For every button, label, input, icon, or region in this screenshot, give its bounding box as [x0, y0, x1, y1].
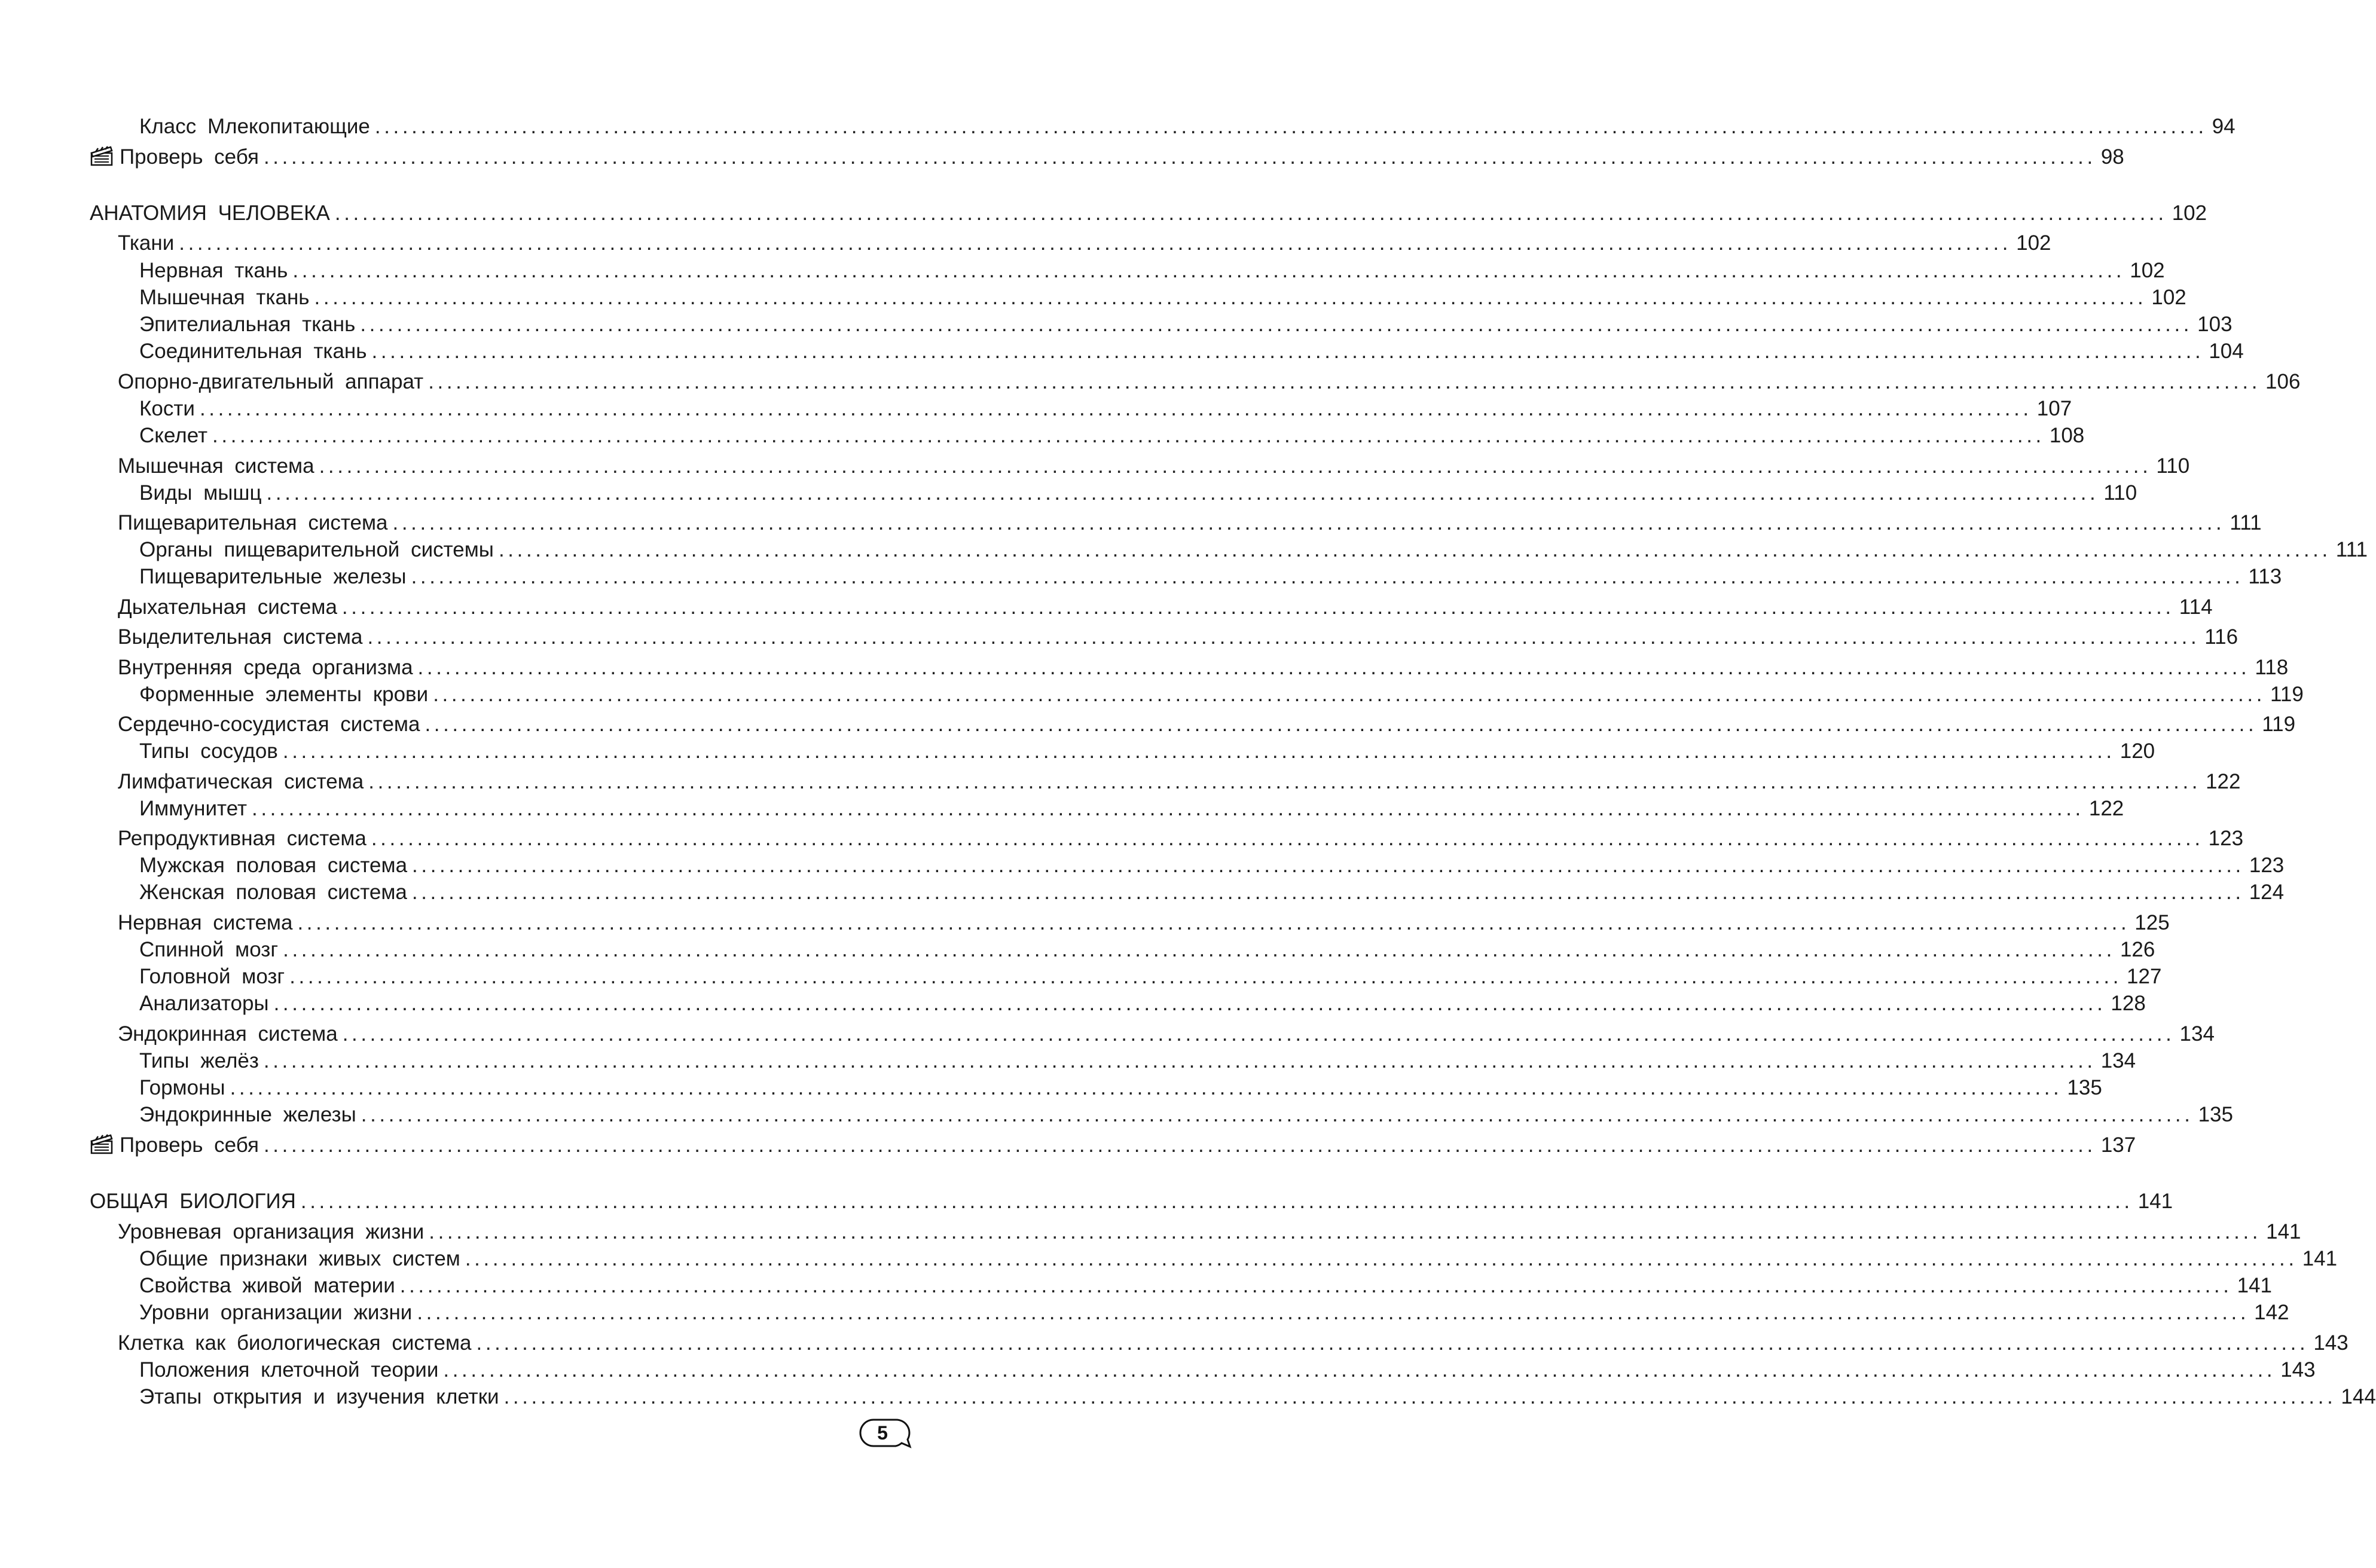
toc-entry	[139, 879, 2285, 906]
toc-entry-page: 113	[2248, 565, 2282, 588]
clapperboard-icon	[90, 1134, 114, 1154]
toc-entry	[139, 537, 2368, 563]
dot-leader: ........................................................................................................................................................................................................	[263, 1049, 2096, 1072]
toc-entry-page: 124	[2249, 881, 2285, 904]
toc-entry	[118, 1330, 2348, 1356]
dot-leader: ........................................................................................................................................................................................................	[341, 595, 2175, 619]
toc-entry	[139, 396, 2072, 422]
toc-entry-page: 141	[2137, 1190, 2173, 1213]
toc-entry	[139, 311, 2233, 338]
toc-entry-title: Форменные элементы крови	[139, 683, 429, 706]
toc-entry	[90, 143, 2124, 170]
toc-entry-title: Женская половая система	[139, 881, 407, 904]
dot-leader: ........................................................................................................................................................................................................	[292, 259, 2125, 282]
toc-entry	[118, 769, 2241, 795]
dot-leader: ........................................................................................................................................................................................................	[368, 770, 2201, 793]
clapperboard-icon	[90, 146, 114, 166]
toc-entry	[139, 1300, 2289, 1326]
toc-entry-title: Мужская половая система	[139, 854, 408, 877]
toc-entry	[118, 230, 2051, 256]
toc-entry-page: 102	[2172, 201, 2207, 225]
toc-entry-title: Пищеварительные железы	[139, 565, 407, 588]
toc-entry-page: 127	[2127, 965, 2162, 988]
toc-entry-page: 122	[2088, 797, 2124, 820]
dot-leader: ........................................................................................................................................................................................................	[465, 1247, 2298, 1270]
toc-entry-page: 104	[2209, 340, 2244, 363]
toc-entry-title: Сердечно-сосудистая система	[118, 713, 420, 736]
toc-entry-page: 108	[2049, 424, 2085, 447]
toc-entry-page: 102	[2130, 259, 2165, 282]
toc-entry	[118, 369, 2301, 395]
dot-leader: ........................................................................................................................................................................................................	[424, 713, 2258, 736]
dot-leader: ........................................................................................................................................................................................................	[498, 538, 2331, 561]
toc-entry-title: Эндокринные железы	[139, 1103, 356, 1126]
toc-entry	[139, 285, 2186, 311]
dot-leader: ........................................................................................................................................................................................................	[374, 115, 2207, 138]
toc-entry	[90, 200, 2207, 227]
toc-entry	[118, 826, 2244, 852]
toc-entry	[139, 1102, 2233, 1128]
toc-entry	[139, 796, 2124, 822]
toc-entry-page: 134	[2179, 1022, 2215, 1046]
toc-entry	[139, 937, 2155, 963]
dot-leader: ........................................................................................................................................................................................................	[503, 1385, 2337, 1408]
toc-entry	[118, 655, 2289, 681]
dot-leader: ........................................................................................................................................................................................................	[433, 683, 2266, 706]
toc-entry	[118, 910, 2170, 936]
toc-entry-title: Этапы открытия и изучения клетки	[139, 1385, 499, 1408]
toc-entry-title: Нервная ткань	[139, 259, 288, 282]
toc-entry-title: Мышечная ткань	[139, 286, 310, 309]
dot-leader: ........................................................................................................................................................................................................	[179, 231, 2012, 255]
toc-entry	[118, 624, 2238, 650]
toc-entry	[139, 480, 2137, 506]
dot-leader: ........................................................................................................................................................................................................	[360, 313, 2193, 336]
toc-entry-page: 103	[2197, 313, 2233, 336]
dot-leader: ........................................................................................................................................................................................................	[300, 1190, 2133, 1213]
dot-leader: ........................................................................................................................................................................................................	[212, 424, 2045, 447]
toc-entry-page: 119	[2262, 713, 2296, 736]
toc-entry-title: Виды мышц	[139, 481, 262, 505]
toc-entry-page: 120	[2120, 739, 2155, 763]
toc-entry-page: 137	[2100, 1133, 2136, 1157]
toc-entry-title: Свойства живой материи	[139, 1274, 395, 1297]
dot-leader: ........................................................................................................................................................................................................	[428, 370, 2261, 393]
dot-leader: ........................................................................................................................................................................................................	[282, 739, 2115, 763]
toc-entry	[139, 852, 2285, 879]
dot-leader: ........................................................................................................................................................................................................	[263, 1133, 2096, 1157]
toc-entry	[139, 423, 2085, 449]
toc-entry	[90, 1188, 2173, 1215]
toc-entry	[139, 1075, 2102, 1101]
toc-entry-title: Гормоны	[139, 1076, 225, 1099]
toc-entry-page: 114	[2179, 595, 2213, 619]
dot-leader: ........................................................................................................................................................................................................	[199, 397, 2032, 420]
toc-entry-page: 122	[2206, 770, 2241, 793]
toc-entry-page: 116	[2204, 625, 2238, 649]
toc-entry-page: 141	[2302, 1247, 2338, 1270]
page-number: 5	[877, 1422, 888, 1444]
toc-entry-title: Общие признаки живых систем	[139, 1247, 460, 1270]
dot-leader: ........................................................................................................................................................................................................	[417, 656, 2250, 679]
toc-entry-title: Эндокринная система	[118, 1022, 338, 1046]
toc-entry-title: Положения клеточной теории	[139, 1358, 439, 1381]
toc-entry	[118, 453, 2190, 479]
dot-leader: ........................................................................................................................................................................................................	[412, 854, 2244, 877]
dot-leader: ........................................................................................................................................................................................................	[314, 286, 2147, 309]
toc-entry-title: ОБЩАЯ БИОЛОГИЯ	[90, 1190, 296, 1213]
page-number-badge	[859, 1418, 912, 1451]
toc-entry-title: Класс Млекопитающие	[139, 115, 370, 138]
dot-leader: ........................................................................................................................................................................................................	[342, 1022, 2175, 1046]
toc-entry-page: 141	[2266, 1220, 2301, 1243]
toc-entry-title: Эпителиальная ткань	[139, 313, 356, 336]
toc-entry-title: Типы желёз	[139, 1049, 259, 1072]
dot-leader: ........................................................................................................................................................................................................	[283, 938, 2115, 961]
toc-entry	[139, 964, 2162, 990]
toc-entry	[139, 738, 2155, 765]
toc-entry-page: 119	[2270, 683, 2304, 706]
dot-leader: ........................................................................................................................................................................................................	[411, 881, 2244, 904]
toc-entry-title: Соединительная ткань	[139, 340, 367, 363]
toc-entry-page: 102	[2016, 231, 2051, 255]
toc-entry-page: 125	[2134, 911, 2170, 934]
toc-entry-title: Проверь себя	[120, 145, 259, 169]
toc-entry-page: 94	[2212, 115, 2235, 138]
toc-entry-title: Иммунитет	[139, 797, 248, 820]
toc-entry-title: Мышечная система	[118, 454, 314, 478]
dot-leader: ........................................................................................................................................................................................................	[252, 797, 2084, 820]
toc-entry-page: 111	[2335, 538, 2368, 561]
toc-entry-title: Типы сосудов	[139, 739, 278, 763]
toc-entry-title: Головной мозг	[139, 965, 285, 988]
toc-entry	[118, 1021, 2215, 1047]
toc-entry	[118, 510, 2262, 536]
toc-entry-title: Проверь себя	[120, 1133, 259, 1157]
toc-entry	[90, 1132, 2136, 1158]
toc-entry-page: 143	[2280, 1358, 2316, 1381]
toc-entry	[139, 1273, 2272, 1299]
toc-entry	[139, 338, 2244, 365]
toc-entry-page: 126	[2120, 938, 2155, 961]
toc-entry-title: Внутренняя среда организма	[118, 656, 413, 679]
dot-leader: ........................................................................................................................................................................................................	[319, 454, 2152, 478]
toc-entry-page: 123	[2249, 854, 2285, 877]
toc-entry-title: Уровневая организация жизни	[118, 1220, 424, 1243]
toc-entry-page: 110	[2103, 481, 2137, 505]
toc-entry	[139, 564, 2282, 590]
toc-entry	[139, 1246, 2338, 1272]
toc-entry	[118, 711, 2296, 738]
toc-entry-title: Выделительная система	[118, 625, 363, 649]
toc-entry-title: Кости	[139, 397, 195, 420]
toc-entry-title: Органы пищеварительной системы	[139, 538, 494, 561]
toc-entry-page: 110	[2156, 454, 2190, 478]
toc-entry-page: 134	[2100, 1049, 2136, 1072]
toc-entry-page: 141	[2237, 1274, 2272, 1297]
toc-entry-page: 118	[2255, 656, 2289, 679]
dot-leader: ........................................................................................................................................................................................................	[392, 511, 2225, 534]
dot-leader: ........................................................................................................................................................................................................	[371, 827, 2204, 850]
toc-entry-page: 107	[2036, 397, 2072, 420]
toc-entry	[139, 1357, 2316, 1383]
dot-leader: ........................................................................................................................................................................................................	[371, 340, 2204, 363]
dot-leader: ........................................................................................................................................................................................................	[273, 992, 2106, 1015]
toc-entry	[118, 594, 2213, 621]
toc-entry-title: Спинной мозг	[139, 938, 279, 961]
toc-entry-title: Ткани	[118, 231, 175, 255]
toc-entry-page: 135	[2067, 1076, 2102, 1099]
dot-leader: ........................................................................................................................................................................................................	[417, 1301, 2250, 1324]
dot-leader: ........................................................................................................................................................................................................	[367, 625, 2200, 649]
toc-entry-page: 123	[2208, 827, 2244, 850]
toc-entry-page: 106	[2265, 370, 2301, 393]
dot-leader: ........................................................................................................................................................................................................	[429, 1220, 2262, 1243]
toc-entry-title: Клетка как биологическая система	[118, 1331, 472, 1355]
toc-entry-page: 111	[2230, 511, 2262, 534]
dot-leader: ........................................................................................................................................................................................................	[334, 201, 2167, 225]
toc-entry-title: Уровни организации жизни	[139, 1301, 413, 1324]
dot-leader: ........................................................................................................................................................................................................	[297, 911, 2130, 934]
toc-entry-title: Репродуктивная система	[118, 827, 367, 850]
toc-entry-page: 142	[2254, 1301, 2289, 1324]
dot-leader: ........................................................................................................................................................................................................	[230, 1076, 2063, 1099]
dot-leader: ........................................................................................................................................................................................................	[476, 1331, 2309, 1355]
toc-entry-title: Скелет	[139, 424, 208, 447]
toc-entry	[139, 114, 2235, 140]
toc-entry-page: 135	[2198, 1103, 2233, 1126]
toc-entry-title: Нервная система	[118, 911, 293, 934]
toc-entry-title: Пищеварительная система	[118, 511, 388, 534]
dot-leader: ........................................................................................................................................................................................................	[289, 965, 2122, 988]
toc-entry	[139, 258, 2165, 284]
toc-entry-page: 128	[2111, 992, 2146, 1015]
toc-entry-title: АНАТОМИЯ ЧЕЛОВЕКА	[90, 201, 330, 225]
toc-entry-title: Дыхательная система	[118, 595, 337, 619]
toc-entry	[118, 1219, 2301, 1245]
toc-entry	[139, 991, 2146, 1017]
dot-leader: ........................................................................................................................................................................................................	[263, 145, 2096, 169]
dot-leader: ........................................................................................................................................................................................................	[266, 481, 2099, 505]
dot-leader: ........................................................................................................................................................................................................	[399, 1274, 2233, 1297]
toc-entry	[139, 1384, 2376, 1410]
toc-entry-page: 98	[2100, 145, 2124, 169]
toc-entry-title: Анализаторы	[139, 992, 269, 1015]
toc-entry-page: 144	[2341, 1385, 2376, 1408]
toc-entry	[139, 1048, 2136, 1074]
dot-leader: ........................................................................................................................................................................................................	[411, 565, 2244, 588]
toc-entry-title: Опорно-двигательный аппарат	[118, 370, 424, 393]
dot-leader: ........................................................................................................................................................................................................	[361, 1103, 2194, 1126]
toc-entry-page: 102	[2151, 286, 2186, 309]
toc-entry	[139, 681, 2304, 708]
dot-leader: ........................................................................................................................................................................................................	[443, 1358, 2276, 1381]
toc-entry-title: Лимфатическая система	[118, 770, 364, 793]
toc-entry-page: 143	[2313, 1331, 2348, 1355]
